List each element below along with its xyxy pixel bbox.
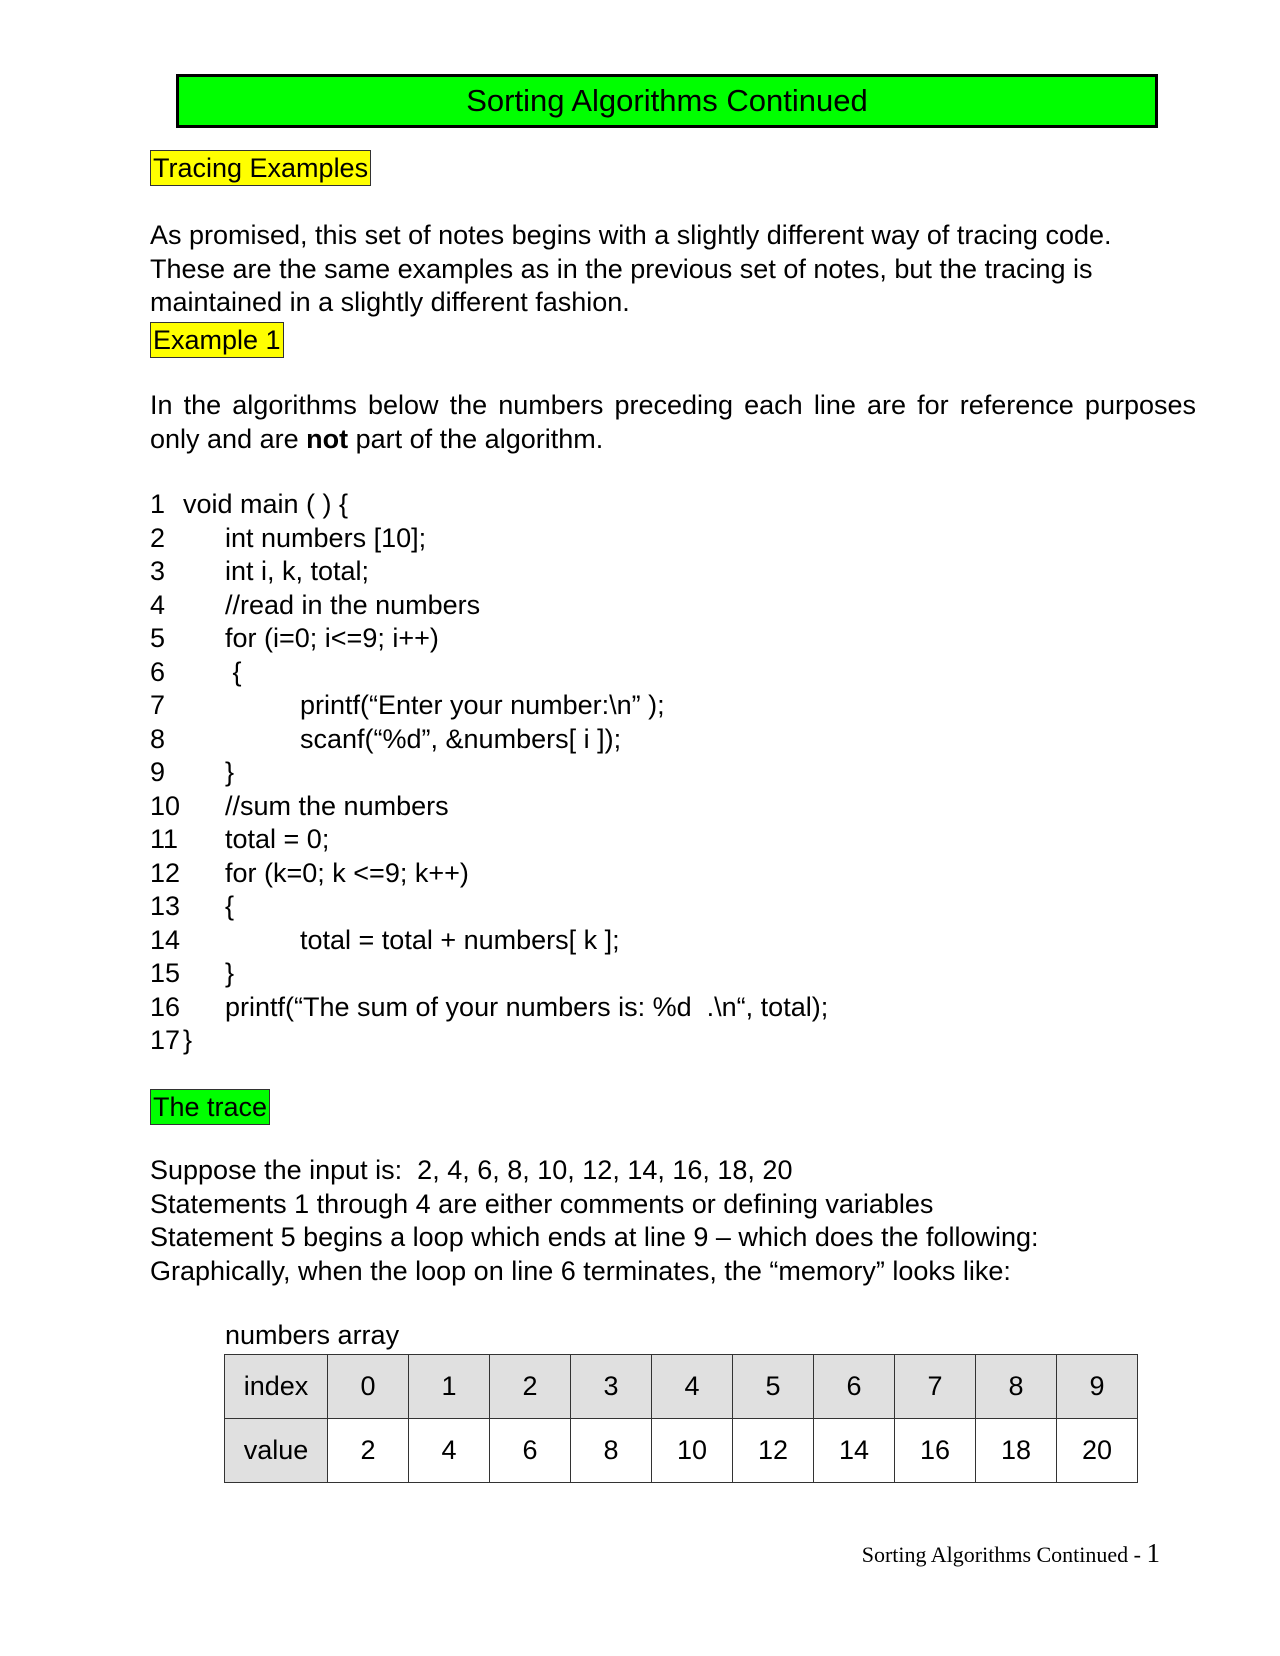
index-cell: 8 bbox=[976, 1355, 1057, 1419]
code-line-text: total = 0; bbox=[225, 824, 330, 854]
value-cell: 8 bbox=[571, 1419, 652, 1483]
trace-line: Graphically, when the loop on line 6 terminates, the “memory” looks like: bbox=[150, 1255, 1011, 1286]
code-line-text: } bbox=[183, 1025, 193, 1055]
value-row bbox=[225, 1419, 1138, 1483]
code-line-number: 10 bbox=[150, 790, 181, 821]
value-cell: 20 bbox=[1057, 1419, 1138, 1483]
trace-line: Statements 1 through 4 are either comments or defining variables bbox=[150, 1188, 934, 1219]
numbers-array-table bbox=[224, 1354, 1138, 1483]
index-cell: 4 bbox=[652, 1355, 733, 1419]
code-line-number: 13 bbox=[150, 891, 181, 921]
page-title: Sorting Algorithms Continued bbox=[176, 74, 1158, 128]
code-line-number: 2 bbox=[150, 522, 166, 553]
value-cell: 16 bbox=[895, 1419, 976, 1483]
code-line-text: for (k=0; k <=9; k++) bbox=[225, 857, 469, 888]
code-line-text: int i, k, total; bbox=[225, 556, 370, 586]
value-cell: 12 bbox=[733, 1419, 814, 1483]
code-line-text: int numbers [10]; bbox=[225, 522, 427, 553]
index-cell: 9 bbox=[1057, 1355, 1138, 1419]
tracing-examples-heading: Tracing Examples bbox=[150, 150, 371, 186]
intro-paragraph bbox=[150, 219, 1190, 320]
code-line-text: scanf(“%d”, &numbers[ i ]); bbox=[300, 723, 622, 754]
code-line-number: 11 bbox=[150, 824, 179, 854]
algorithm-note-bold: not bbox=[306, 423, 349, 454]
code-line-text: total = total + numbers[ k ]; bbox=[300, 924, 620, 955]
code-line-number: 15 bbox=[150, 958, 181, 988]
value-cell: 6 bbox=[490, 1419, 571, 1483]
trace-line: Statement 5 begins a loop which ends at line 9 – which does the following: bbox=[150, 1222, 1039, 1252]
trace-heading: The trace bbox=[150, 1089, 270, 1125]
code-line-text: for (i=0; i<=9; i++) bbox=[225, 623, 439, 653]
algorithm-note-paragraph bbox=[150, 389, 1196, 456]
index-cell: 6 bbox=[814, 1355, 895, 1419]
algorithm-note-text-1: In the algorithms below the numbers preceding each line are for reference purposes only and are bbox=[150, 390, 1196, 454]
value-cell: 18 bbox=[976, 1419, 1057, 1483]
trace-text bbox=[150, 1154, 1039, 1288]
index-cell: 7 bbox=[895, 1355, 976, 1419]
value-cell: 10 bbox=[652, 1419, 733, 1483]
code-line-text: printf(“The sum of your numbers is: %d .\n“, total); bbox=[225, 991, 829, 1022]
page-number: 1 bbox=[1146, 1538, 1160, 1568]
index-label-cell: index bbox=[225, 1355, 328, 1419]
algorithm-note-text-2: part of the algorithm. bbox=[348, 423, 604, 454]
trace-line: Suppose the input is: 2, 4, 6, 8, 10, 12, 14, 16, 18, 20 bbox=[150, 1155, 793, 1185]
index-cell: 1 bbox=[409, 1355, 490, 1419]
code-line-text: } bbox=[225, 958, 235, 988]
example-1-heading: Example 1 bbox=[150, 322, 284, 358]
page-footer bbox=[862, 1538, 1160, 1570]
index-row bbox=[225, 1355, 1138, 1419]
code-line-number: 7 bbox=[150, 690, 166, 720]
code-line-number: 17 bbox=[150, 1025, 181, 1055]
code-line-text: void main ( ) { bbox=[183, 489, 349, 519]
index-cell: 0 bbox=[328, 1355, 409, 1419]
code-line-text: //read in the numbers bbox=[225, 589, 481, 620]
code-line-number: 3 bbox=[150, 556, 166, 586]
code-line-text: { bbox=[225, 891, 235, 921]
code-line-number: 9 bbox=[150, 757, 166, 787]
value-cell: 2 bbox=[328, 1419, 409, 1483]
code-line-number: 6 bbox=[150, 656, 166, 687]
code-line-number: 1 bbox=[150, 489, 166, 519]
code-line-text: } bbox=[225, 757, 235, 787]
code-line-number: 8 bbox=[150, 723, 166, 754]
code-line-text: //sum the numbers bbox=[225, 790, 449, 821]
code-line-text: printf(“Enter your number:\n” ); bbox=[300, 690, 665, 720]
code-line-number: 5 bbox=[150, 623, 166, 653]
index-cell: 5 bbox=[733, 1355, 814, 1419]
array-caption: numbers array bbox=[225, 1320, 400, 1350]
code-line-text: { bbox=[225, 656, 242, 687]
value-cell: 14 bbox=[814, 1419, 895, 1483]
code-line-number: 12 bbox=[150, 857, 181, 888]
index-cell: 3 bbox=[571, 1355, 652, 1419]
intro-text: As promised, this set of notes begins with a slightly different way of tracing code. These are the same examples as in the previous set of notes, but the tracing is maintained in a slightly different fashion. bbox=[150, 220, 1112, 317]
code-line-number: 4 bbox=[150, 589, 166, 620]
code-line-number: 16 bbox=[150, 991, 181, 1022]
value-label-cell: value bbox=[225, 1419, 328, 1483]
footer-text: Sorting Algorithms Continued - bbox=[861, 1542, 1147, 1567]
code-line-number: 14 bbox=[150, 924, 181, 955]
index-cell: 2 bbox=[490, 1355, 571, 1419]
value-cell: 4 bbox=[409, 1419, 490, 1483]
